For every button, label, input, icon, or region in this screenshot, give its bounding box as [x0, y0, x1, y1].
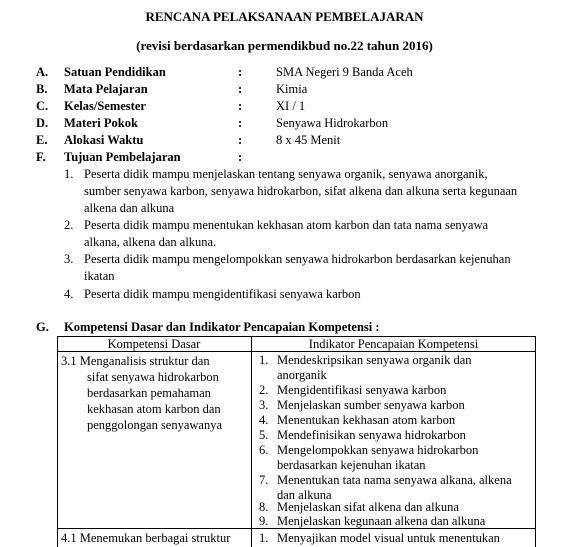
indicator-number: 1. [259, 353, 269, 367]
kd-text: kekhasan atom karbon dan [87, 402, 221, 416]
list-item-number: 2. [64, 218, 74, 232]
indicator-text: berdasarkan kejenuhan ikatan [277, 458, 426, 472]
indicator-number: 6. [259, 443, 269, 457]
indicator-text: Menjelaskan kegunaan alkena dan alkuna [277, 514, 486, 528]
indicator-text: Mendeskripsikan senyawa organik dan [277, 353, 472, 367]
list-item-text: Peserta didik mampu menjelaskan tentang senyawa organik, senyawa anorganik, [84, 167, 488, 181]
table-header-indicator: Indikator Pencapaian Kompetensi [308, 337, 479, 351]
section-letter: C. [36, 99, 49, 113]
table-border [57, 336, 58, 547]
list-item-text: ikatan [84, 269, 115, 283]
list-item-text: Peserta didik mampu menentukan kekhasan atom karbon dan tata nama senyawa [84, 218, 489, 232]
indicator-text: Menyajikan model visual untuk menentukan [277, 531, 500, 545]
indicator-number: 7. [259, 473, 269, 487]
list-item-text: Peserta didik mampu mengidentifikasi senyawa karbon [84, 287, 361, 301]
section-value: Kimia [276, 82, 308, 96]
indicator-text: Menjelaskan sumber senyawa karbon [277, 398, 465, 412]
section-label: Mata Pelajaran [64, 82, 148, 96]
indicator-text: Mengidentifikasi senyawa karbon [277, 383, 447, 397]
section-heading: Kompetensi Dasar dan Indikator Pencapaian Kompetensi : [64, 320, 380, 334]
section-value: SMA Negeri 9 Banda Aceh [276, 65, 413, 79]
section-letter: F. [36, 150, 46, 164]
kd-text: berdasarkan pemahaman [87, 386, 211, 400]
indicator-number: 4. [259, 413, 269, 427]
indicator-number: 2. [259, 383, 269, 397]
indicator-text: Menentukan tata nama senyawa alkana, alkena [277, 473, 512, 487]
section-colon: : [238, 150, 243, 164]
document-title: RENCANA PELAKSANAAN PEMBELAJARAN [145, 9, 424, 24]
section-label: Tujuan Pembelajaran [64, 150, 181, 164]
list-item-text: Peserta didik mampu mengelompokkan senyawa hidrokarbon berdasarkan kejenuhan [84, 252, 511, 266]
section-label: Alokasi Waktu [64, 133, 144, 147]
indicator-text: Mengelompokkan senyawa hidrokarbon [277, 443, 479, 457]
section-colon: : [238, 116, 243, 130]
indicator-number: 1. [259, 531, 269, 545]
indicator-number: 3. [259, 398, 269, 412]
section-label: Materi Pokok [64, 116, 138, 130]
list-item-text: alkana, alkena dan alkuna. [84, 235, 217, 249]
section-label: Kelas/Semester [64, 99, 146, 113]
section-label: Satuan Pendidikan [64, 65, 166, 79]
section-letter: E. [36, 133, 48, 147]
section-letter: G. [36, 320, 49, 334]
kd-text: 3.1 Menganalisis struktur dan [61, 354, 210, 368]
list-item-number: 1. [64, 167, 74, 181]
section-colon: : [238, 133, 243, 147]
indicator-text: Menentukan kekhasan atom karbon [277, 413, 456, 427]
list-item-text: alkena dan alkuna [84, 201, 175, 215]
section-value: Senyawa Hidrokarbon [276, 116, 389, 130]
indicator-text: Mendefinisikan senyawa hidrokarbon [277, 428, 466, 442]
section-value: 8 x 45 Menit [276, 133, 341, 147]
indicator-number: 8. [259, 500, 269, 514]
list-item-text: sumber senyawa karbon, senyawa hidrokarbon, sifat alkena dan alkuna serta kegunaan [84, 184, 518, 198]
section-letter: D. [36, 116, 49, 130]
indicator-text: anorganik [277, 368, 327, 382]
indicator-number: 9. [259, 514, 269, 528]
table-border [251, 336, 252, 547]
indicator-number: 5. [259, 428, 269, 442]
list-item-number: 3. [64, 252, 74, 266]
indicator-text: dan alkuna [277, 488, 332, 502]
section-value: XI / 1 [276, 99, 306, 113]
kd-text: 4.1 Menemukan berbagai struktur [61, 531, 231, 545]
indicator-text: Menjelaskan sifat alkena dan alkuna [277, 500, 459, 514]
section-colon: : [238, 65, 243, 79]
kd-text: sifat senyawa hidrokarbon [87, 370, 219, 384]
table-header-kd: Kompetensi Dasar [107, 337, 201, 351]
document-subtitle: (revisi berdasarkan permendikbud no.22 tahun 2016) [136, 38, 433, 53]
kd-text: penggolongan senyawanya [87, 418, 223, 432]
section-colon: : [238, 99, 243, 113]
section-letter: B. [36, 82, 48, 96]
section-letter: A. [36, 65, 49, 79]
table-border [535, 336, 536, 547]
section-colon: : [238, 82, 243, 96]
list-item-number: 4. [64, 287, 74, 301]
